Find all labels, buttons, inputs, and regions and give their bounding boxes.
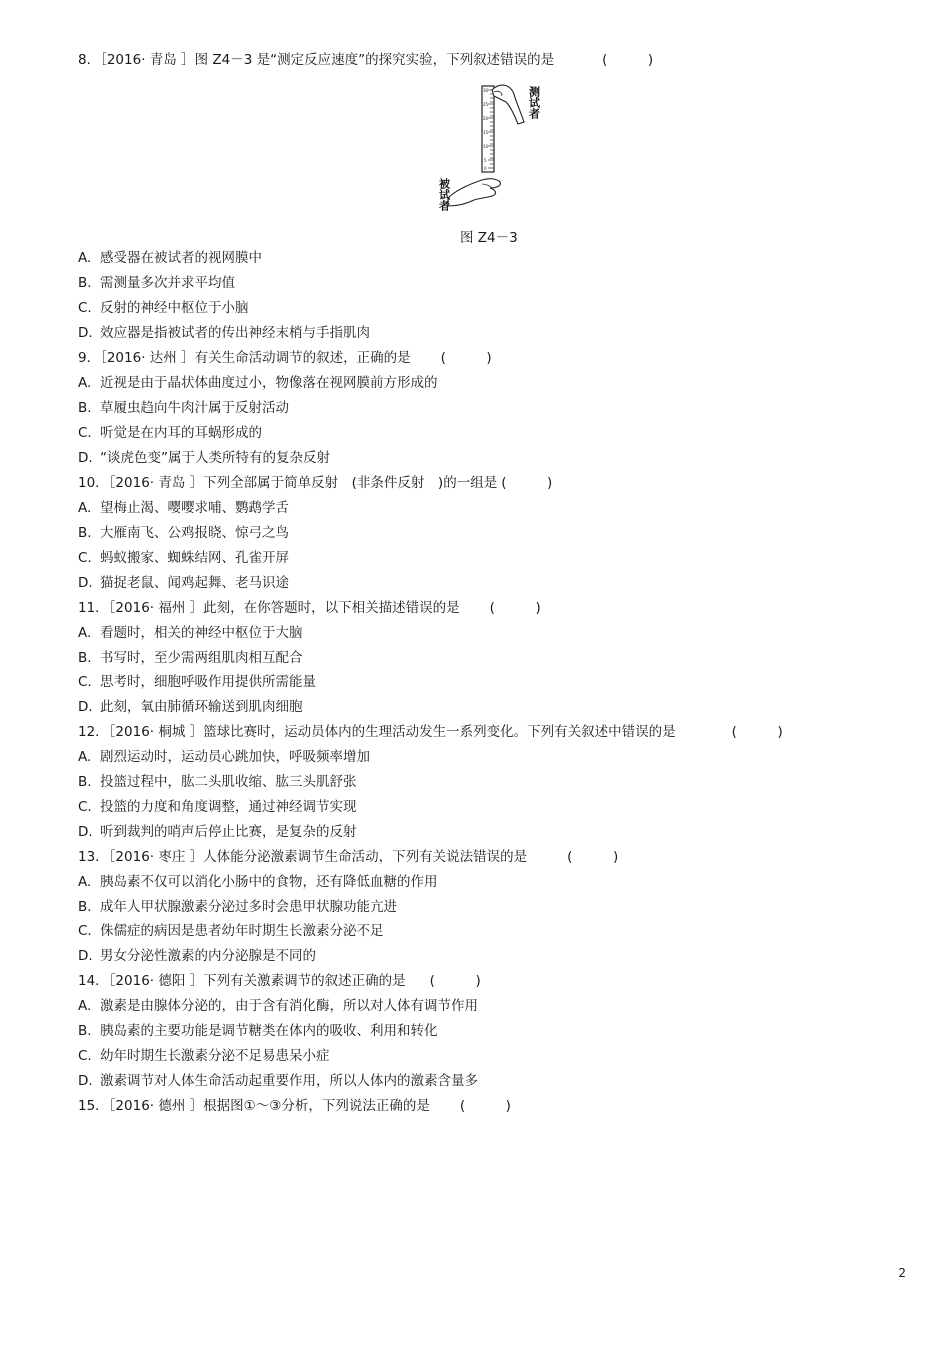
question-11-option-a: A. 看题时，相关的神经中枢位于大脑	[78, 625, 303, 641]
question-10-option-c: C. 蚂蚁搬家、蜘蛛结网、孔雀开屏	[78, 550, 289, 566]
figure-caption: 图 Z4－3	[460, 230, 518, 246]
question-text: 15．［2016· 德州 ］根据图①～③分析，下列说法正确的是	[78, 1098, 430, 1114]
question-10-stem	[78, 473, 552, 493]
tick-label: 0	[484, 166, 487, 171]
question-8-option-a: A. 感受器在被试者的视网膜中	[78, 250, 262, 266]
tick-label: 25	[483, 102, 489, 107]
answer-blank: ( )	[567, 849, 619, 865]
answer-blank: ( )	[501, 475, 553, 491]
question-14-option-c: C. 幼年时期生长激素分泌不足易患呆小症	[78, 1048, 330, 1064]
reaction-speed-figure	[430, 80, 560, 225]
question-12-option-d: D. 听到裁判的哨声后停止比赛，是复杂的反射	[78, 824, 357, 840]
question-12-option-a: A. 剧烈运动时，运动员心跳加快，呼吸频率增加	[78, 749, 370, 765]
tick-label: 10	[483, 144, 489, 149]
question-9-stem	[78, 348, 492, 368]
tick-label: 30	[483, 88, 489, 93]
answer-blank: ( )	[429, 973, 481, 989]
tick-label: 5	[484, 158, 487, 163]
question-text: 11．［2016· 福州 ］此刻，在你答题时，以下相关描述错误的是	[78, 600, 460, 616]
answer-blank: ( )	[459, 1098, 511, 1114]
question-14-stem	[78, 971, 481, 991]
answer-blank: ( )	[440, 350, 492, 366]
question-10-option-b: B. 大雁南飞、公鸡报晓、惊弓之鸟	[78, 525, 289, 541]
question-text: 9．［2016· 达州 ］有关生命活动调节的叙述，正确的是	[78, 350, 411, 366]
question-13-option-d: D. 男女分泌性激素的内分泌腺是不同的	[78, 948, 316, 964]
question-11-option-b: B. 书写时，至少需两组肌肉相互配合	[78, 650, 303, 666]
question-15-stem	[78, 1096, 511, 1116]
question-12-option-c: C. 投篮的力度和角度调整，通过神经调节实现	[78, 799, 357, 815]
question-text: 13．［2016· 枣庄 ］人体能分泌激素调节生命活动，下列有关说法错误的是	[78, 849, 528, 865]
question-14-option-d: D. 激素调节对人体生命活动起重要作用，所以人体内的激素含量多	[78, 1073, 478, 1089]
question-9-option-c: C. 听觉是在内耳的耳蜗形成的	[78, 425, 262, 441]
question-8-option-c: C. 反射的神经中枢位于小脑	[78, 300, 249, 316]
tester-label	[528, 85, 541, 120]
question-12-option-b: B. 投篮过程中，肱二头肌收缩、肱三头肌舒张	[78, 774, 357, 790]
subject-hand	[448, 179, 500, 206]
subject-label	[438, 177, 451, 212]
question-11-option-c: C. 思考时，细胞呼吸作用提供所需能量	[78, 674, 316, 690]
question-text: 10．［2016· 青岛 ］下列全部属于简单反射 (非条件反射 )的一组是	[78, 475, 498, 491]
question-9-option-a: A. 近视是由于晶状体曲度过小，物像落在视网膜前方形成的	[78, 375, 438, 391]
question-9-option-b: B. 草履虫趋向牛肉汁属于反射活动	[78, 400, 289, 416]
question-13-option-b: B. 成年人甲状腺激素分泌过多时会患甲状腺功能亢进	[78, 899, 397, 915]
answer-blank: ( )	[731, 724, 783, 740]
question-13-stem	[78, 847, 618, 867]
question-13-option-a: A. 胰岛素不仅可以消化小肠中的食物，还有降低血糖的作用	[78, 874, 438, 890]
question-9-option-d: D. “谈虎色变”属于人类所特有的复杂反射	[78, 450, 330, 466]
tick-label: 20	[483, 116, 489, 121]
question-11-stem	[78, 598, 541, 618]
question-text: 12．［2016· 桐城 ］篮球比赛时，运动员体内的生理活动发生一系列变化。下列有关叙述中错误的是	[78, 724, 676, 740]
svg-text:测试者: 测试者	[527, 86, 541, 119]
question-13-option-c: C. 侏儒症的病因是患者幼年时期生长激素分泌不足	[78, 923, 384, 939]
question-12-stem	[78, 722, 783, 742]
question-14-option-b: B. 胰岛素的主要功能是调节糖类在体内的吸收、利用和转化	[78, 1023, 438, 1039]
question-11-option-d: D. 此刻，氧由肺循环输送到肌肉细胞	[78, 699, 303, 715]
question-14-option-a: A. 激素是由腺体分泌的，由于含有消化酶，所以对人体有调节作用	[78, 998, 478, 1014]
svg-text:被试者: 被试者	[437, 178, 451, 211]
question-8-option-d: D. 效应器是指被试者的传出神经末梢与手指肌肉	[78, 325, 370, 341]
answer-blank: ( )	[489, 600, 541, 616]
question-8-stem	[78, 50, 653, 70]
question-text: 14．［2016· 德阳 ］下列有关激素调节的叙述正确的是	[78, 973, 406, 989]
question-10-option-a: A. 望梅止渴、嘤嘤求哺、鹦鹉学舌	[78, 500, 289, 516]
question-text: 8．［2016· 青岛 ］图 Z4－3 是“测定反应速度”的探究实验，下列叙述错误的是	[78, 52, 555, 68]
page-number: 2	[898, 1266, 906, 1280]
answer-blank: ( )	[602, 52, 654, 68]
tick-label: 15	[483, 130, 489, 135]
question-10-option-d: D. 猫捉老鼠、闻鸡起舞、老马识途	[78, 575, 289, 591]
question-8-option-b: B. 需测量多次并求平均值	[78, 275, 235, 291]
